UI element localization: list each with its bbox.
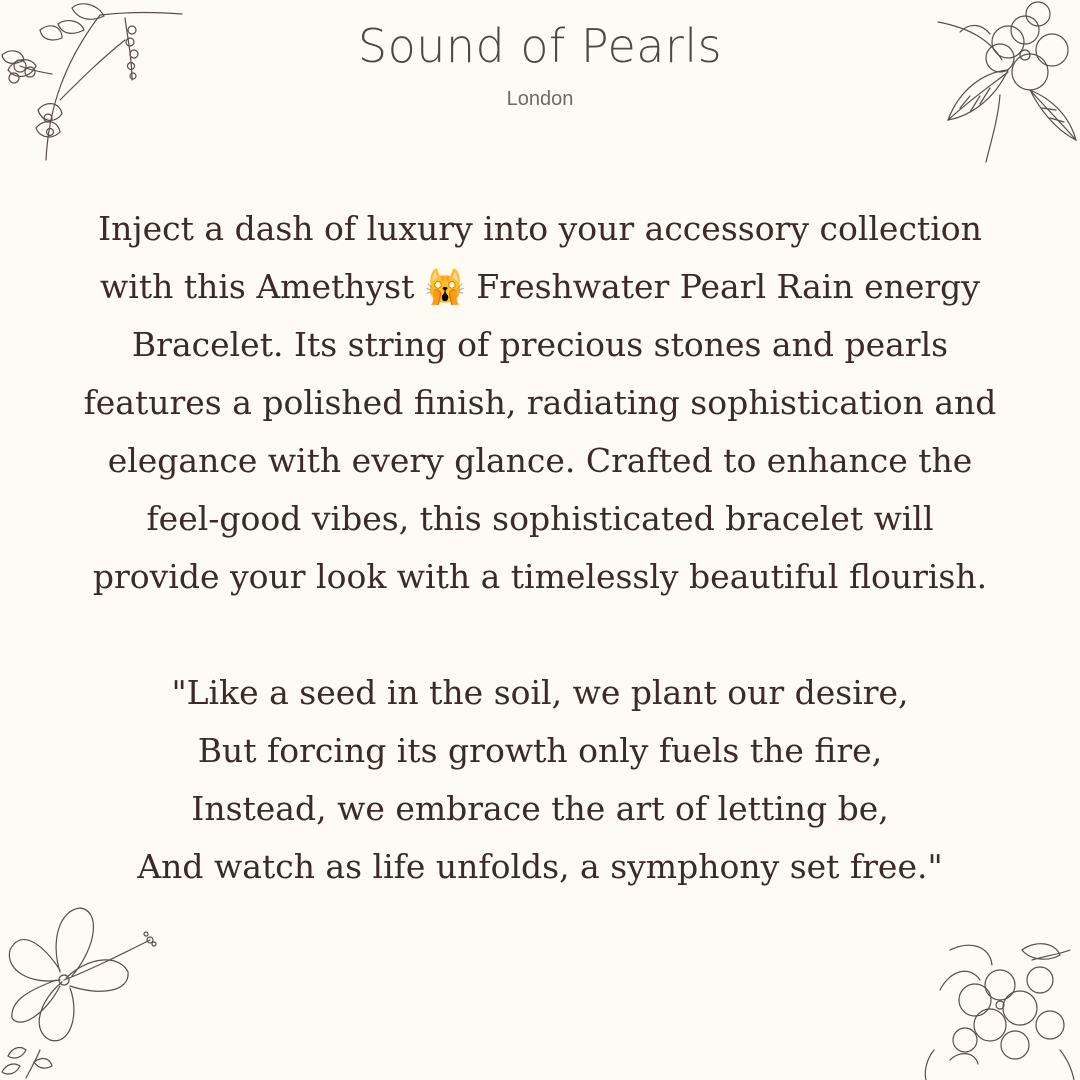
product-description [40,200,1040,606]
poem-line: "Like a seed in the soil, we plant our desire, [171,673,909,712]
poem-line: But forcing its growth only fuels the fire, [197,731,883,770]
description-line: feel-good vibes, this sophisticated bracelet will [146,499,934,538]
description-line: provide your look with a timelessly beautiful flourish. [92,557,988,596]
brand-name: Sound of Pearls [357,19,723,73]
flower-cluster-illustration-bottom-right [920,930,1080,1080]
poem-quote [40,664,1040,896]
hibiscus-illustration-bottom-left [0,900,165,1080]
description-line: with this Amethyst 🙀 Freshwater Pearl Rain energy [100,267,980,306]
poem-line: And watch as life unfolds, a symphony set free." [137,847,943,886]
poem-line: Instead, we embrace the art of letting be, [191,789,889,828]
description-line: Inject a dash of luxury into your accessory collection [98,209,982,248]
description-line: elegance with every glance. Crafted to enhance the [107,441,973,480]
description-line: features a polished finish, radiating sophistication and [83,383,997,422]
brand-location: London [506,88,574,110]
description-line: Bracelet. Its string of precious stones and pearls [131,325,949,364]
